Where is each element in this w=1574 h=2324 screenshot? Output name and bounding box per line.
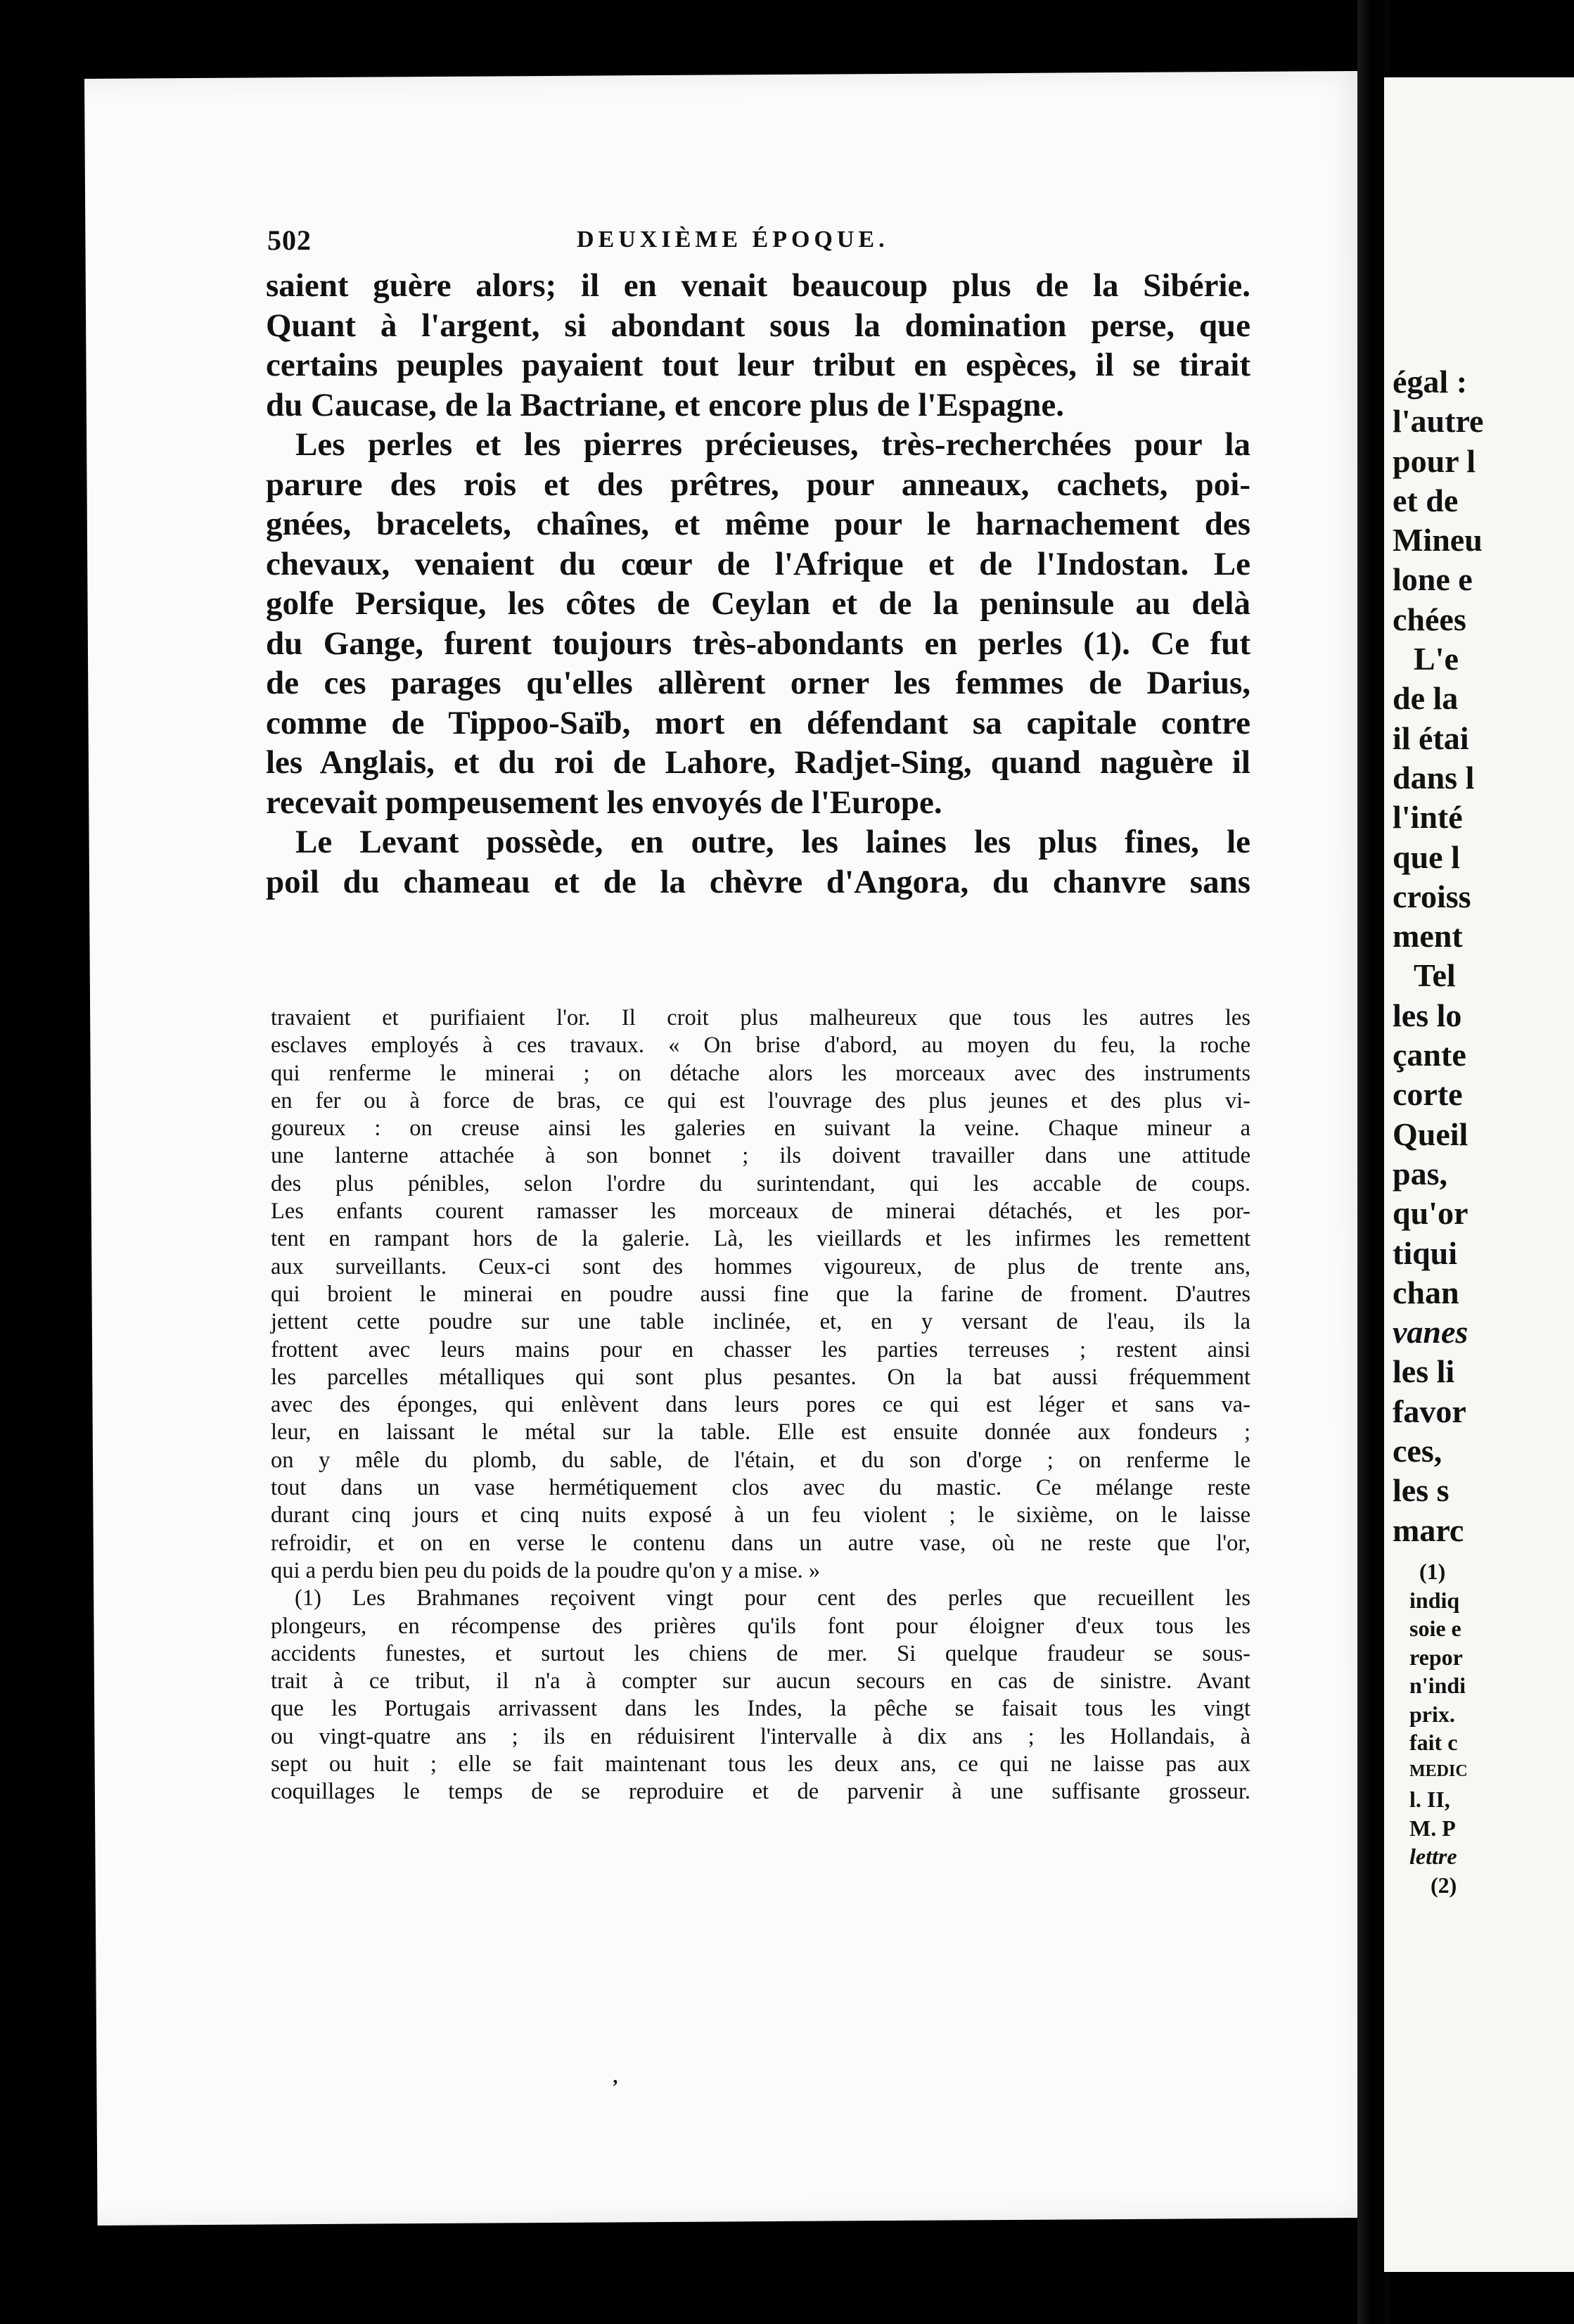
footnote-line: frottent avec leurs mains pour en chasser les parties terreuses ; restent ainsi (271, 1336, 1250, 1362)
right-line: les li (1393, 1353, 1455, 1390)
body-line: saient guère alors; il en venait beaucoup plus de la Sibérie. (266, 267, 1250, 304)
right-line: L'e (1414, 641, 1459, 677)
right-line: ment (1393, 918, 1463, 954)
body-line: de ces parages qu'elles allèrent orner les femmes de Darius, (266, 665, 1250, 701)
footnote-line: refroidir, et on en verse le contenu dans un autre vase, où ne reste que l'or, (271, 1530, 1250, 1556)
body-line: gnées, bracelets, chaînes, et même pour le harnachement des (266, 506, 1250, 542)
body-line: poil du chameau et de la chèvre d'Angora, du chanvre sans (266, 863, 1250, 900)
footnote-line: accidents funestes, et surtout les chiens de mer. Si quelque fraudeur se sous- (271, 1640, 1250, 1666)
body-line: Les perles et les pierres précieuses, très-recherchées pour la (295, 426, 1250, 463)
right-note-line: (1) (1419, 1559, 1446, 1584)
right-note-line: l. II, (1409, 1787, 1450, 1812)
body-line: parure des rois et des prêtres, pour anneaux, cachets, poi- (266, 466, 1250, 503)
page-header-title: DEUXIÈME ÉPOQUE. (577, 226, 889, 253)
right-page (1384, 77, 1574, 2272)
body-line: du Gange, furent toujours très-abondants en perles (1). Ce fut (266, 625, 1250, 662)
right-line: les s (1393, 1472, 1450, 1509)
footnote-line: tout dans un vase hermétiquement clos avec du mastic. Ce mélange reste (271, 1475, 1250, 1501)
right-line: vanes (1393, 1314, 1469, 1351)
right-line: pour l (1393, 442, 1476, 479)
footnote-line: qui a perdu bien peu du poids de la poudre qu'on y a mise. » (271, 1557, 821, 1583)
footnote-line: sept ou huit ; elle se fait maintenant tous les deux ans, ce qui ne laisse pas aux (271, 1751, 1250, 1777)
right-note-line: lettre (1409, 1844, 1457, 1869)
right-note-line: (2) (1431, 1872, 1457, 1898)
footnote-line: goureux : on creuse ainsi les galeries en suivant la veine. Chaque mineur a (271, 1116, 1250, 1142)
right-line: et de (1393, 482, 1459, 518)
body-line: Le Levant possède, en outre, les laines les plus fines, le (295, 824, 1250, 860)
ink-mark: ’ (612, 2076, 619, 2098)
body-line: certains peuples payaient tout leur tribut en espèces, il se tirait (266, 347, 1250, 383)
right-note-line: n'indi (1409, 1673, 1466, 1698)
running-head (267, 224, 1252, 266)
footnote-line: plongeurs, en récompense des prières qu'ils font pour éloigner d'eux tous les (271, 1613, 1250, 1639)
right-note-line: fait c (1409, 1730, 1458, 1755)
right-line: croiss (1393, 878, 1471, 914)
footnote-line: que les Portugais arrivassent dans les Indes, la pêche se faisait tous les vingt (271, 1696, 1250, 1722)
footnote-line: en fer ou à force de bras, ce qui est l'ouvrage des plus jeunes et des plus vi- (271, 1087, 1250, 1113)
body-line: golfe Persique, les côtes de Ceylan et de la peninsule au delà (266, 585, 1250, 622)
footnote-line: travaient et purifiaient l'or. Il croit plus malheureux que tous les autres les (271, 1005, 1250, 1030)
footnote-line: une lanterne attachée à son bonnet ; ils doivent travailler dans une attitude (271, 1143, 1250, 1169)
right-line: marc (1393, 1512, 1464, 1548)
right-note-line: prix. (1409, 1701, 1455, 1727)
right-note-line: MEDIC (1409, 1761, 1468, 1780)
right-line: il étai (1393, 720, 1469, 756)
right-note-line: repor (1409, 1644, 1463, 1670)
footnote-line: Les enfants courent ramasser les morceaux de minerai détachés, et les por- (271, 1199, 1250, 1225)
right-line: qu'or (1393, 1195, 1469, 1232)
body-line: chevaux, venaient du cœur de l'Afrique et de l'Indostan. Le (266, 545, 1250, 582)
footnote-line: ou vingt-quatre ans ; ils en réduisirent l'intervalle à dix ans ; les Hollandais, à (271, 1723, 1250, 1749)
right-line: pas, (1393, 1155, 1447, 1192)
right-line: çante (1393, 1037, 1466, 1073)
body-line: recevait pompeusement les envoyés de l'Europe. (266, 784, 942, 821)
body-line: comme de Tippoo-Saïb, mort en défendant sa capitale contre (266, 704, 1250, 741)
right-line: l'inté (1393, 799, 1463, 836)
right-line: lone e (1393, 561, 1473, 598)
footnote-line: durant cinq jours et cinq nuits exposé à un feu violent ; le sixième, on le laisse (271, 1502, 1250, 1528)
footnote-line: avec des éponges, qui enlèvent dans leurs pores ce qui est léger et sans va- (271, 1392, 1250, 1418)
right-line: Mineu (1393, 522, 1483, 558)
right-page-body (1393, 362, 1574, 1550)
footnote-line: (1) Les Brahmanes reçoivent vingt pour cent des perles que recueillent les (295, 1585, 1250, 1611)
right-note-line: M. P (1409, 1815, 1456, 1841)
footnotes (271, 1004, 1250, 1806)
footnote-line: on y mêle du plomb, du sable, de l'étain, et du son d'orge ; on renferme le (271, 1447, 1250, 1473)
right-note-line: indiq (1409, 1587, 1460, 1613)
right-line: chées (1393, 601, 1466, 637)
right-line: dans l (1393, 759, 1475, 796)
right-line: que l (1393, 838, 1460, 875)
body-text (266, 266, 1250, 902)
page-number: 502 (267, 224, 312, 256)
body-line: les Anglais, et du roi de Lahore, Radjet-Sing, quand naguère il (266, 744, 1250, 781)
right-line: chan (1393, 1274, 1459, 1310)
footnote-line: aux surveillants. Ceux-ci sont des hommes vigoureux, de plus de trente ans, (271, 1253, 1250, 1279)
right-line: égal : (1393, 364, 1468, 400)
footnote-line: jettent cette poudre sur une table inclinée, et, en y versant de l'eau, ils la (271, 1309, 1250, 1335)
right-note-line: soie e (1409, 1616, 1461, 1641)
right-line: tiqui (1393, 1234, 1458, 1271)
footnote-line: leur, en laissant le métal sur la table. Elle est ensuite donnée aux fondeurs ; (271, 1419, 1250, 1445)
right-page-notes (1409, 1557, 1574, 1899)
footnote-line: les parcelles métalliques qui sont plus pesantes. On la bat aussi fréquemment (271, 1364, 1250, 1390)
footnote-line: qui renferme le minerai ; on détache alors les morceaux avec des instruments (271, 1060, 1250, 1086)
right-line: les lo (1393, 997, 1462, 1033)
footnote-line: esclaves employés à ces travaux. « On brise d'abord, au moyen du feu, la roche (271, 1033, 1250, 1059)
right-line: Queil (1393, 1116, 1469, 1152)
footnote-line: tent en rampant hors de la galerie. Là, les vieillards et les infirmes les remettent (271, 1226, 1250, 1252)
footnote-line: trait à ce tribut, il n'a à compter sur aucun secours en cas de sinistre. Avant (271, 1668, 1250, 1694)
right-line: corte (1393, 1076, 1463, 1113)
footnote-line: des plus pénibles, selon l'ordre du surintendant, qui les accable de coups. (271, 1170, 1250, 1196)
right-line: Tel (1414, 957, 1456, 994)
right-line: ces, (1393, 1433, 1442, 1469)
right-line: l'autre (1393, 403, 1484, 440)
right-line: favor (1393, 1393, 1466, 1429)
body-line: Quant à l'argent, si abondant sous la domination perse, que (266, 307, 1250, 344)
body-line: du Caucase, de la Bactriane, et encore plus de l'Espagne. (266, 386, 1064, 423)
right-line: de la (1393, 680, 1459, 717)
footnote-line: qui broient le minerai en poudre aussi fine que la farine de froment. D'autres (271, 1281, 1250, 1307)
footnote-line: coquillages le temps de se reproduire et de parvenir à une suffisante grosseur. (271, 1779, 1250, 1805)
